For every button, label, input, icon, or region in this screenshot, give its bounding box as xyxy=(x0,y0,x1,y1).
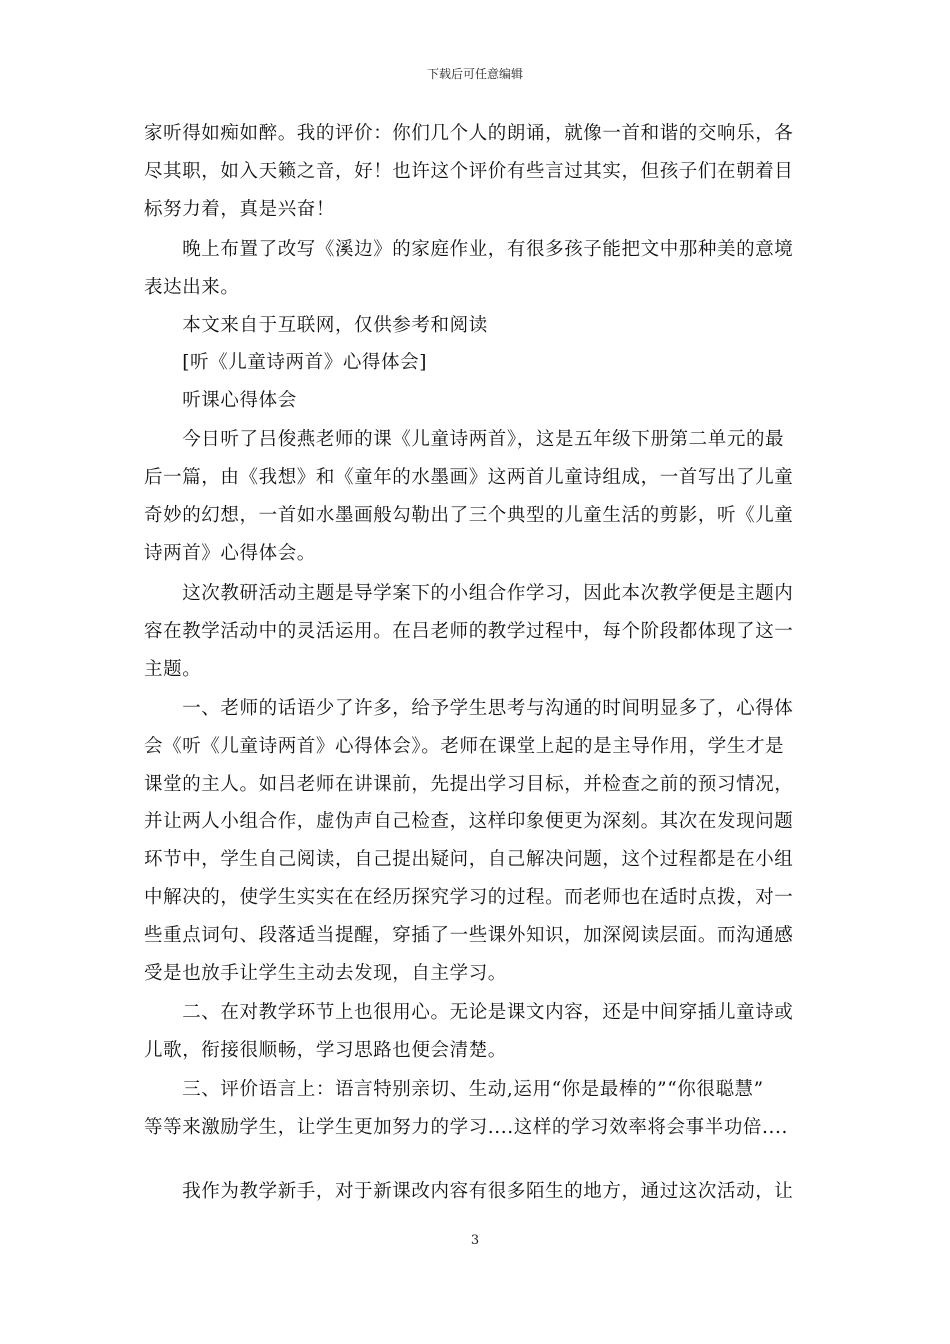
text-line: 容在教学活动中的灵活运用。在吕老师的教学过程中，每个阶段都体现了这一 xyxy=(144,621,794,642)
text-line: 诗两首》心得体会。 xyxy=(144,543,316,564)
text-line: 二、在对教学环节上也很用心。无论是课文内容，还是中间穿插儿童诗或 xyxy=(144,1002,794,1023)
text-line: 本文来自于互联网，仅供参考和阅读 xyxy=(144,315,488,336)
text-line: 我作为教学新手，对于新课改内容有很多陌生的地方，通过这次活动，让 xyxy=(144,1181,794,1202)
text-line: 尽其职，如入天籁之音，好！也许这个评价有些言过其实，但孩子们在朝着目 xyxy=(144,161,794,182)
text-line: 中解决的，使学生实实在在经历探究学习的过程。而老师也在适时点拨，对一 xyxy=(144,887,794,908)
text-line: [听《儿童诗两首》心得体会] xyxy=(144,352,428,373)
text-line: 今日听了吕俊燕老师的课《儿童诗两首》，这是五年级下册第二单元的最 xyxy=(144,429,785,450)
text-line: 晚上布置了改写《溪边》的家庭作业，有很多孩子能把文中那种美的意境 xyxy=(144,239,794,260)
text-line: 等等来激励学生，让学生更加努力的学习....这样的学习效率将会事半功倍.... xyxy=(144,1117,788,1138)
text-line: 听课心得体会 xyxy=(144,390,297,411)
text-line: 奇妙的幻想，一首如水墨画般勾勒出了三个典型的儿童生活的剪影，听《儿童 xyxy=(144,505,794,526)
text-line: 这次教研活动主题是导学案下的小组合作学习，因此本次教学便是主题内 xyxy=(144,583,794,604)
text-line: 三、评价语言上：语言特别亲切、生动,运用“你是最棒的”“你很聪慧” xyxy=(144,1079,764,1100)
text-line: 并让两人小组合作，虚伪声自己检查，这样印象便更为深刻。其次在发现问题 xyxy=(144,811,794,832)
text-line: 表达出来。 xyxy=(144,277,240,298)
page-number: 3 xyxy=(470,1233,480,1248)
page-header: 下载后可任意编辑 xyxy=(426,67,523,81)
text-line: 一、老师的话语少了许多，给予学生思考与沟通的时间明显多了，心得体 xyxy=(144,698,794,719)
text-line: 受是也放手让学生主动去发现，自主学习。 xyxy=(144,963,507,984)
text-line: 些重点词句、段落适当提醒，穿插了一些课外知识，加深阅读层面。而沟通感 xyxy=(144,925,794,946)
text-line: 后一篇，由《我想》和《童年的水墨画》这两首儿童诗组成，一首写出了儿童 xyxy=(144,467,794,488)
text-line: 主题。 xyxy=(144,659,202,680)
text-line: 会《听《儿童诗两首》心得体会》。老师在课堂上起的是主导作用，学生才是 xyxy=(144,736,785,757)
text-line: 儿歌，衔接很顺畅，学习思路也便会清楚。 xyxy=(144,1040,507,1061)
text-line: 家听得如痴如醉。我的评价：你们几个人的朗诵，就像一首和谐的交响乐，各 xyxy=(144,123,794,144)
text-line: 标努力着，真是兴奋！ xyxy=(144,199,336,220)
text-line: 课堂的主人。如吕老师在讲课前，先提出学习目标，并检查之前的预习情况， xyxy=(144,774,794,795)
text-line: 环节中，学生自己阅读，自己提出疑问，自己解决问题，这个过程都是在小组 xyxy=(144,849,794,870)
